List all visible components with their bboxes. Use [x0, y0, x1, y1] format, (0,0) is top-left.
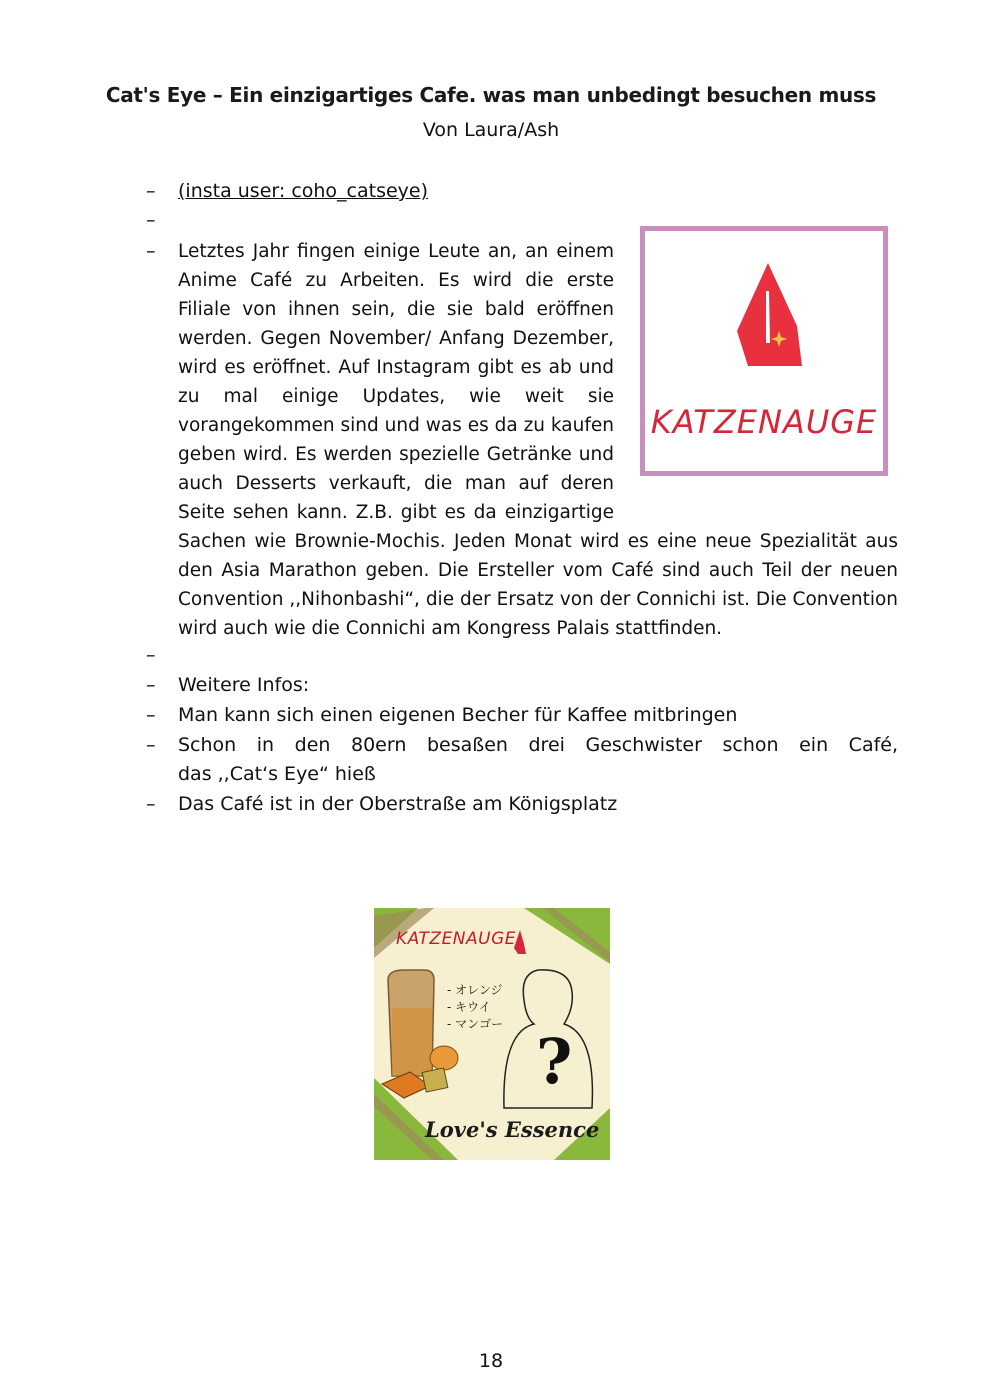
article-author: Von Laura/Ash [422, 119, 560, 141]
poster-flavor: - マンゴー [447, 1017, 504, 1031]
poster-flavor: - キウイ [447, 1000, 491, 1014]
logo-wordmark: KATZENAUGE [650, 403, 878, 441]
more-info-heading: Weitere Infos: [178, 674, 310, 696]
cat-eye-drop-icon [645, 231, 883, 401]
bullet-dash: – [146, 209, 156, 231]
bullet-dash: – [146, 793, 156, 815]
article-title: Cat's Eye – Ein einzigartiges Cafe. was man unbedingt besuchen muss [105, 83, 877, 107]
history-line-2: das ,,Cat‘s Eye“ hieß [178, 763, 376, 785]
insta-handle: (insta user: coho_catseye) [178, 180, 429, 202]
bullet-dash: – [146, 674, 156, 696]
poster-brand: KATZENAUGE [396, 929, 517, 949]
bullet-dash: – [146, 180, 156, 202]
poster-drink-name: Love's Essence [425, 1117, 600, 1142]
bullet-dash: – [146, 240, 156, 262]
poster-flavor-list [447, 982, 503, 1033]
poster-flavor: - オレンジ [447, 983, 503, 997]
location-info: Das Café ist in der Oberstraße am Königsplatz [178, 793, 618, 815]
main-paragraph-text: Letztes Jahr fingen einige Leute an, an einem Anime Café zu Arbeiten. Es wird die erste Filiale von ihnen sein, die sie bald eröffnen werden. Gegen November/ Anfang Dezember, wird es eröffnet. Auf Instagram gibt es ab und zu mal einige Updates, wie weit sie vorangekommen sind und was es da zu kaufen geben wird. Es werden spezielle Getränke und auch Desserts verkauft, die man auf deren Seite sehen kann. Z.B. gibt es da einzigartige Sachen wie Brownie-Mochis. Jeden Monat wird es eine neue Spezialität aus den Asia Marathon geben. Die Ersteller vom Café sind auch Teil der neuen Convention ,,Nihonbashi“, die der Ersatz von der Connichi ist. Die Convention wird auch wie die Connichi am Kongress Palais stattfinden. [178, 241, 898, 639]
page-number: 18 [478, 1350, 504, 1372]
history-line-1: Schon in den 80ern besaßen drei Geschwister schon ein Café, [178, 734, 898, 756]
bullet-dash: – [146, 644, 156, 666]
cup-info: Man kann sich einen eigenen Becher für Kaffee mitbringen [178, 704, 738, 726]
katzenauge-logo [640, 226, 888, 476]
poster-question-mark: ? [536, 1025, 573, 1098]
bullet-dash: – [146, 704, 156, 726]
bullet-dash: – [146, 734, 156, 756]
